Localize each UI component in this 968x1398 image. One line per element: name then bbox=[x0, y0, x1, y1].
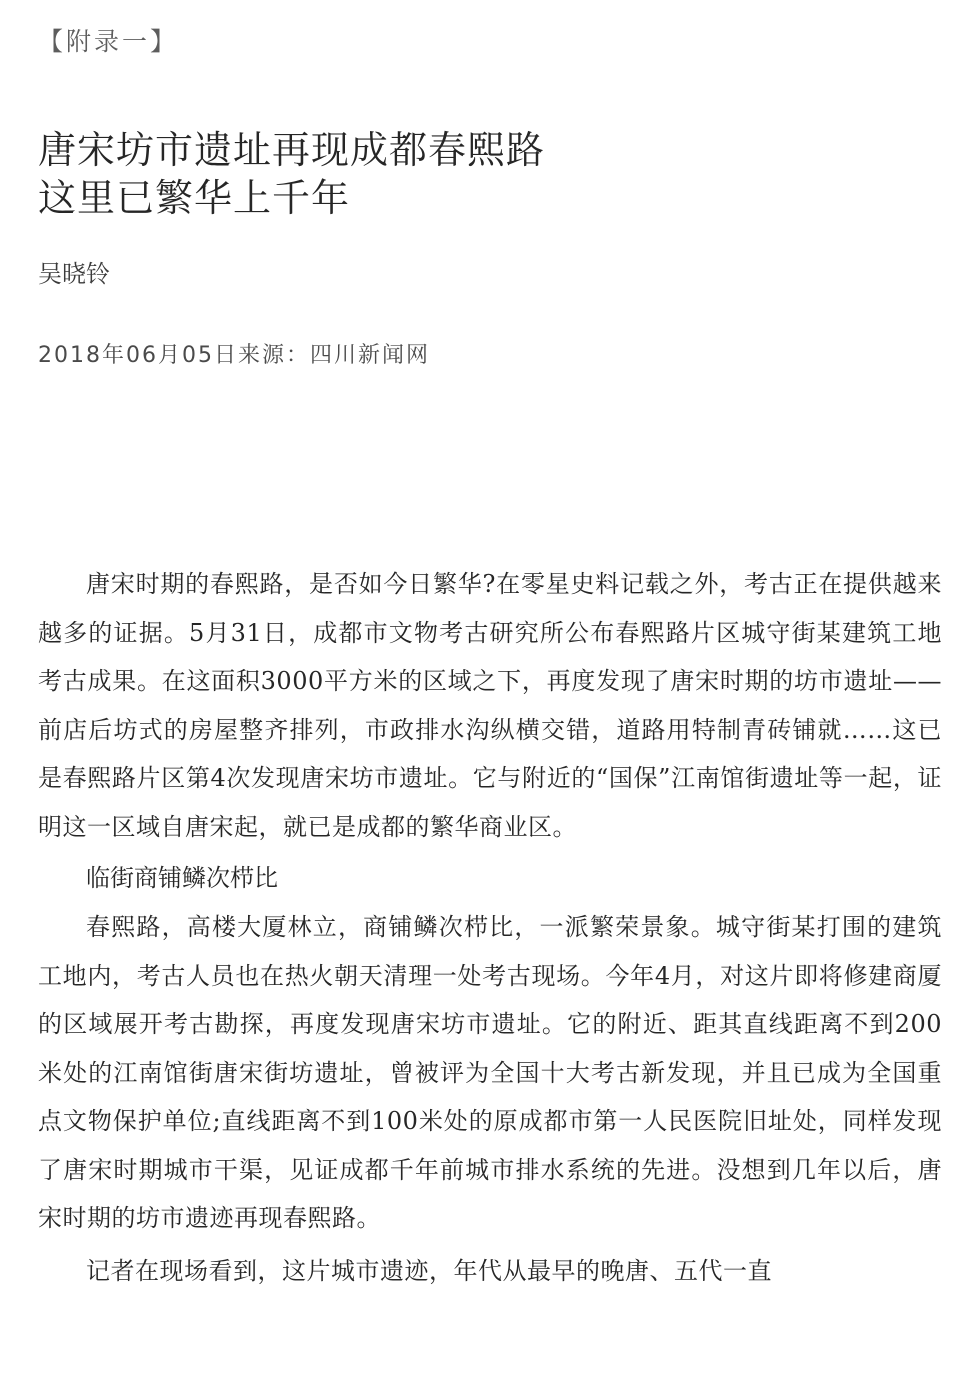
article-title-line-1: 唐宋坊市遗址再现成都春熙路 bbox=[38, 128, 546, 172]
appendix-label: 【附录一】 bbox=[38, 27, 179, 56]
article-title-line-2: 这里已繁华上千年 bbox=[38, 176, 351, 220]
article-date-source: 2018年06月05日来源：四川新闻网 bbox=[38, 343, 430, 368]
section-subheading: 临街商铺鳞次栉比 bbox=[86, 864, 278, 892]
article-author: 吴晓铃 bbox=[38, 260, 110, 288]
body-paragraph-3: 记者在现场看到，这片城市遗迹，年代从最早的晚唐、五代一直 bbox=[86, 1256, 772, 1285]
body-paragraph-2: 春熙路，高楼大厦林立，商铺鳞次栉比，一派繁荣景象。城守街某打围的建筑工地内，考古人员也在热火朝天清理一处考古现场。今年4月，对这片即将修建商厦的区域展开考古勘探，再度发现唐宋坊市遗址。它的附近、距其直线距离不到200米处的江南馆街唐宋街坊遗址，曾被评为全国十大考古新发现，并且已成为全国重点文物保护单位;直线距离不到100米处的原成都市第一人民医院旧址处，同样发现了唐宋时期城市干渠，见证成都千年前城市排水系统的先进。没想到几年以后，唐宋时期的坊市遗迹再现春熙路。 bbox=[38, 913, 942, 1232]
article-title bbox=[38, 126, 938, 222]
body-paragraph-1: 唐宋时期的春熙路，是否如今日繁华?在零星史料记载之外，考古正在提供越来越多的证据。5月31日，成都市文物考古研究所公布春熙路片区城守街某建筑工地考古成果。在这面积3000平方米的区域之下，再度发现了唐宋时期的坊市遗址——前店后坊式的房屋整齐排列，市政排水沟纵横交错，道路用特制青砖铺就……这已是春熙路片区第4次发现唐宋坊市遗址。它与附近的“国保”江南馆街遗址等一起，证明这一区域自唐宋起，就已是成都的繁华商业区。 bbox=[38, 570, 942, 841]
article-body bbox=[38, 560, 942, 1299]
